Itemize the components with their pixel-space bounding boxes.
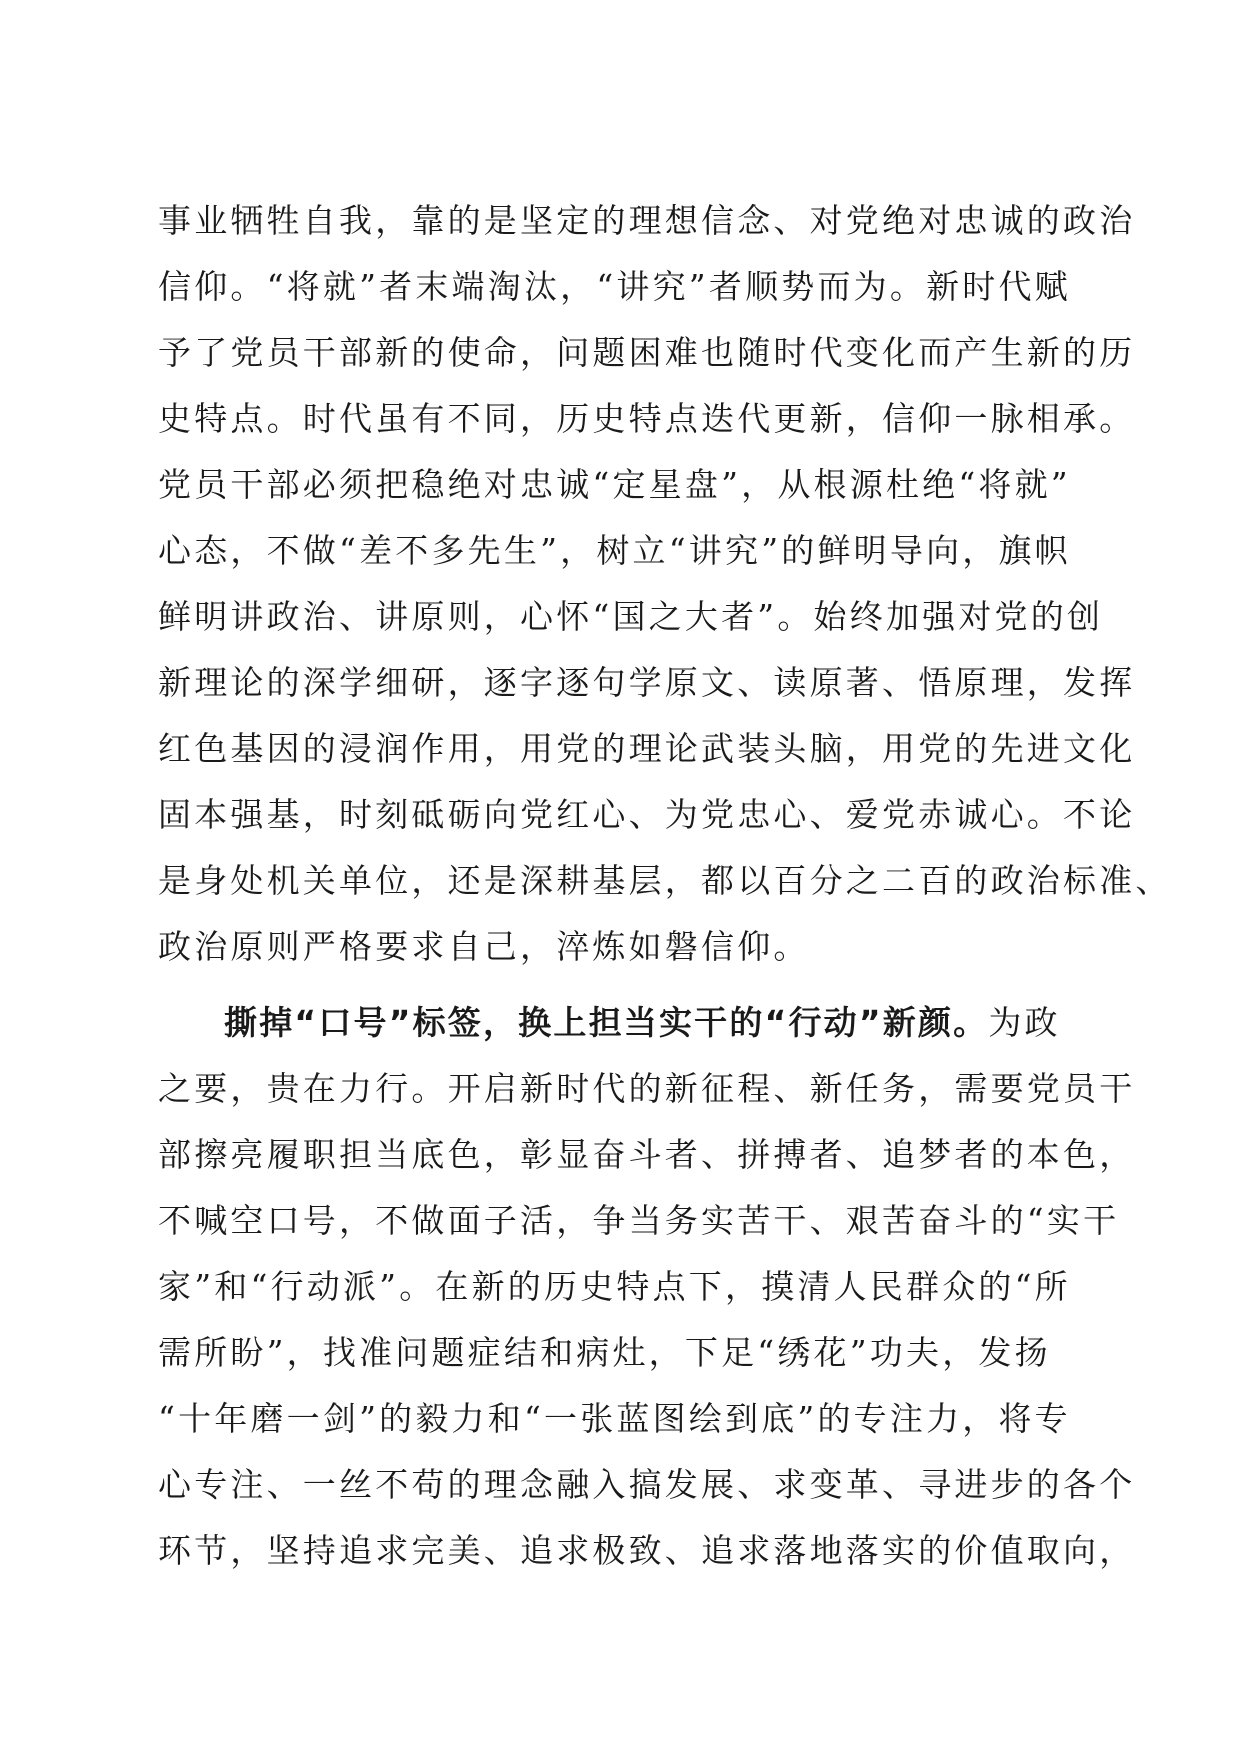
text-line: 环节，坚持追求完美、追求极致、追求落地落实的价值取向， [158, 1531, 1136, 1570]
text-line: 新理论的深学细研，逐字逐句学原文、读原著、悟原理，发挥 [158, 663, 1136, 702]
text-line: 需所盼”，找准问题症结和病灶，下足“绣花”功夫，发扬 [158, 1333, 1051, 1372]
text-line: 心态，不做“差不多先生”，树立“讲究”的鲜明导向，旗帜 [158, 531, 1071, 570]
text-line: 党员干部必须把稳绝对忠诚“定星盘”，从根源杜绝“将就” [158, 465, 1071, 504]
text-line: “十年磨一剑”的毅力和“一张蓝图绘到底”的专注力，将专 [158, 1399, 1071, 1438]
text-line: 之要，贵在力行。开启新时代的新征程、新任务，需要党员干 [158, 1069, 1136, 1108]
text-line: 政治原则严格要求自己，淬炼如磐信仰。 [158, 927, 810, 966]
text-line: 心专注、一丝不苟的理念融入搞发展、求变革、寻进步的各个 [158, 1465, 1136, 1504]
text-line: 是身处机关单位，还是深耕基层，都以百分之二百的政治标准、 [158, 861, 1172, 900]
paragraph-spacer [158, 980, 1118, 990]
paragraph-2-first-line [158, 990, 1118, 1056]
text-line: 家”和“行动派”。在新的历史特点下，摸清人民群众的“所 [158, 1267, 1071, 1306]
text-line: 史特点。时代虽有不同，历史特点迭代更新，信仰一脉相承。 [158, 399, 1136, 438]
heading-continuation: 为政 [988, 1003, 1061, 1042]
paragraph-1 [158, 188, 1172, 980]
text-line: 信仰。“将就”者末端淘汰，“讲究”者顺势而为。新时代赋 [158, 267, 1071, 306]
text-line: 予了党员干部新的使命，问题困难也随时代变化而产生新的历 [158, 333, 1136, 372]
text-line: 固本强基，时刻砥砺向党红心、为党忠心、爱党赤诚心。不论 [158, 795, 1136, 834]
text-line: 事业牺牲自我，靠的是坚定的理想信念、对党绝对忠诚的政治 [158, 201, 1136, 240]
text-line: 不喊空口号，不做面子活，争当务实苦干、艰苦奋斗的“实干 [158, 1201, 1120, 1240]
body-text [158, 188, 1172, 1584]
section-heading: 撕掉“口号”标签，换上担当实干的“行动”新颜。 [224, 1003, 989, 1042]
text-line: 红色基因的浸润作用，用党的理论武装头脑，用党的先进文化 [158, 729, 1136, 768]
text-line: 鲜明讲政治、讲原则，心怀“国之大者”。始终加强对党的创 [158, 597, 1104, 636]
paragraph-2 [158, 990, 1136, 1584]
text-line: 部擦亮履职担当底色，彰显奋斗者、拼搏者、追梦者的本色， [158, 1135, 1136, 1174]
